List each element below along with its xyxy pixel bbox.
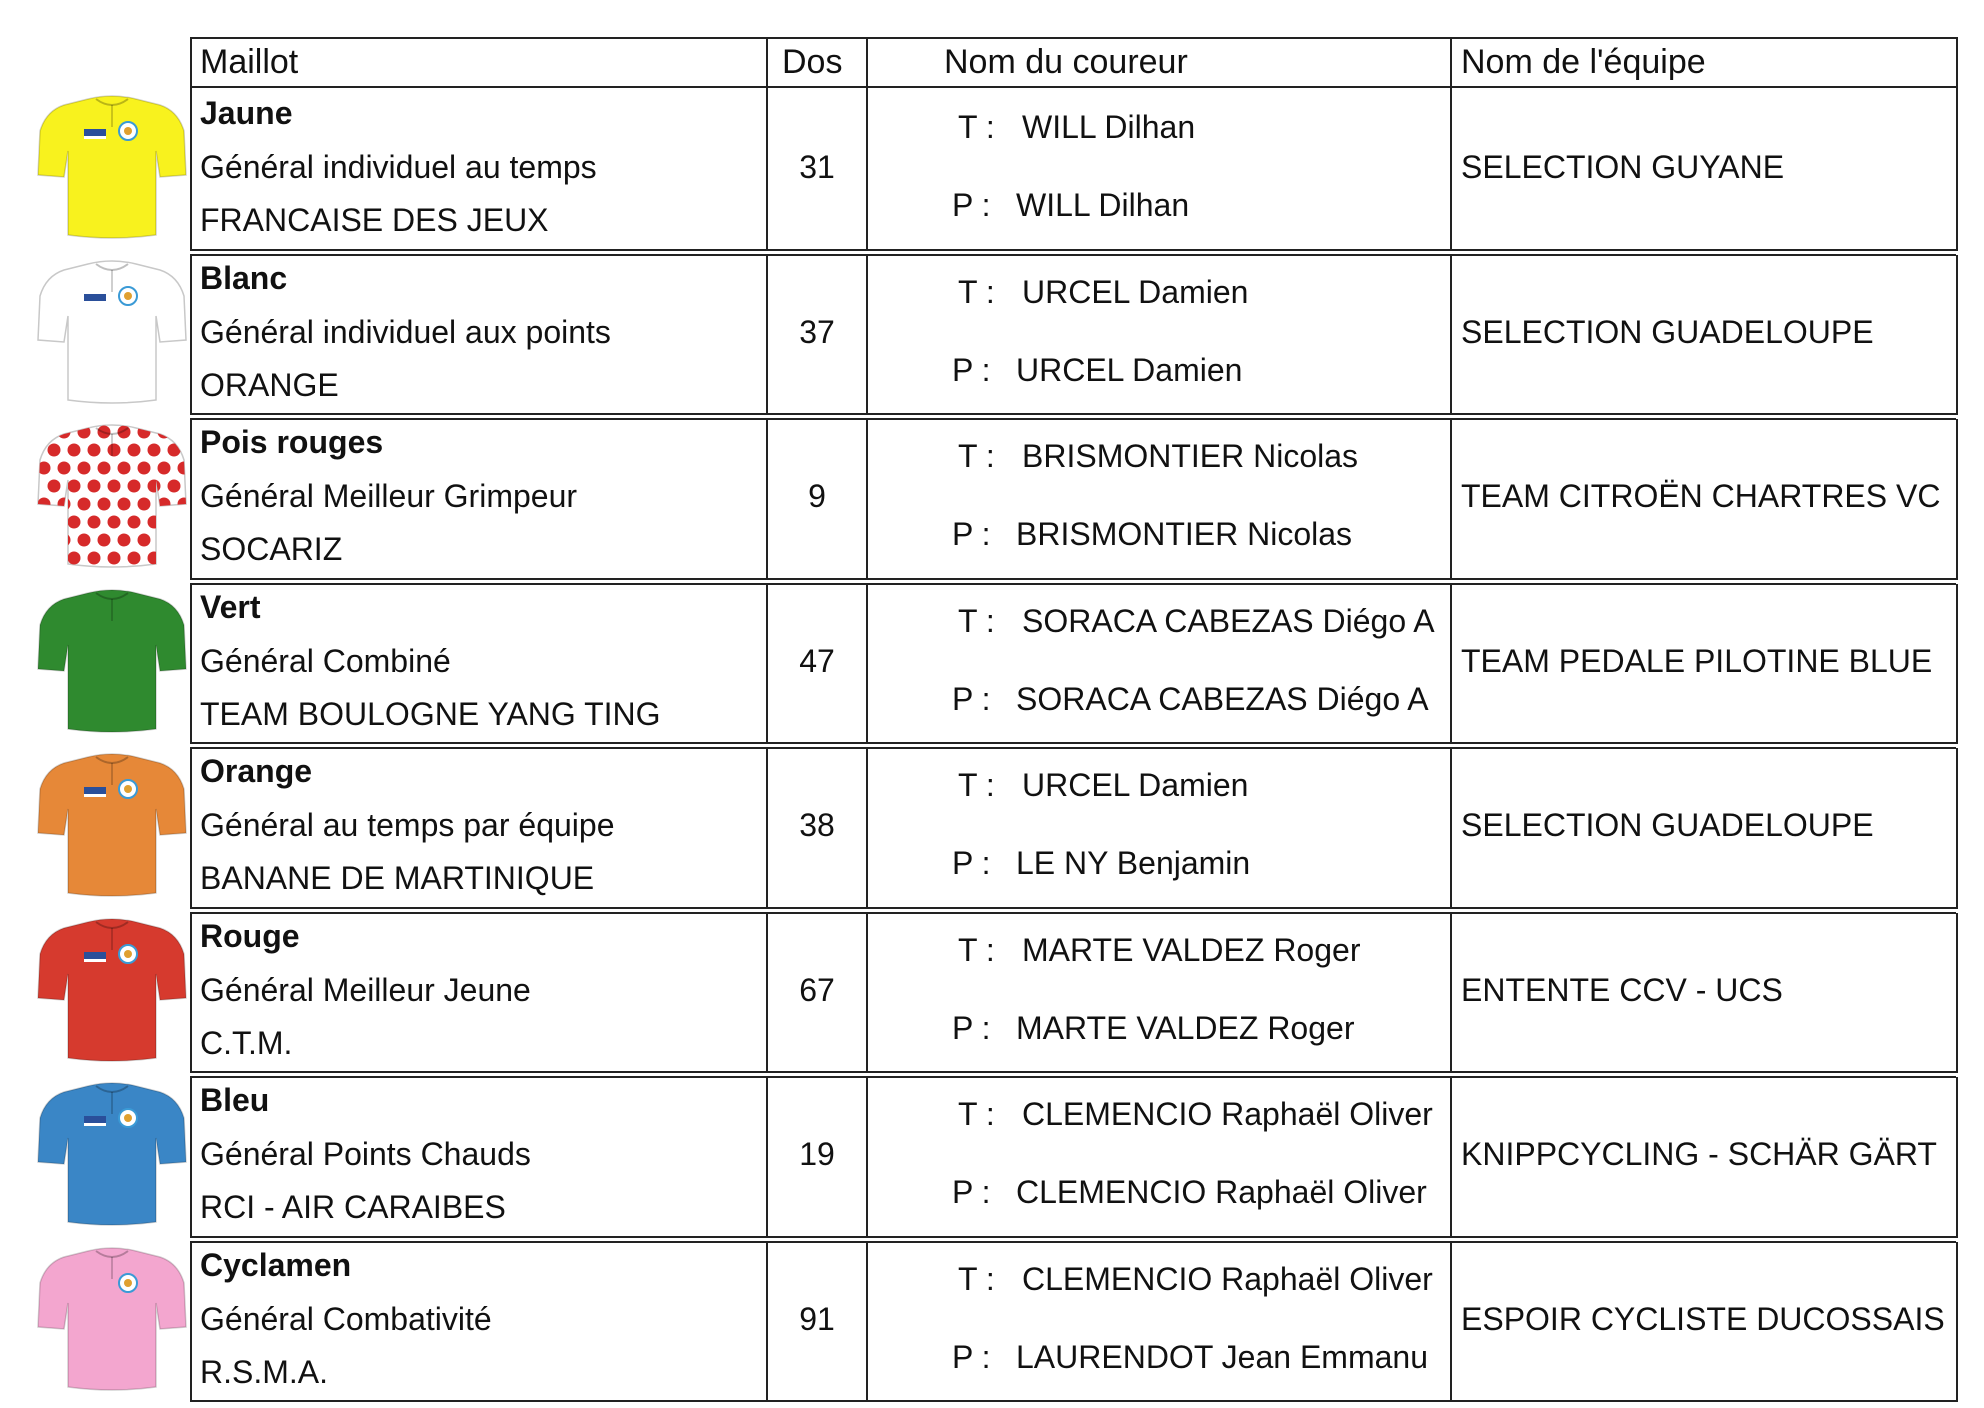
header-col-divider <box>1956 37 1958 86</box>
rider-p-prefix: P : <box>952 516 991 552</box>
row-top-border <box>190 912 1956 914</box>
jersey-sponsor: R.S.M.A. <box>200 1353 329 1390</box>
row-col-divider <box>190 1077 192 1238</box>
team-name: SELECTION GUADELOUPE <box>1461 313 1874 350</box>
jersey-name: Orange <box>200 753 313 789</box>
row-top-border <box>190 254 1956 256</box>
row-col-divider <box>1450 255 1452 416</box>
header-equipe: Nom de l'équipe <box>1461 43 1706 81</box>
bib-number: 19 <box>799 1136 835 1172</box>
rider-t-name: MARTE VALDEZ Roger <box>1022 931 1361 968</box>
rider-p-prefix: P : <box>952 351 991 388</box>
team-name: TEAM CITROËN CHARTRES VC <box>1461 478 1941 514</box>
jersey-sponsor: TEAM BOULOGNE YANG TING <box>200 695 661 732</box>
classification-name: Général au temps par équipe <box>200 807 615 843</box>
row-bottom-border <box>190 413 1956 415</box>
header-top-border <box>190 37 1956 39</box>
row-col-divider <box>190 748 192 909</box>
classification-name: Général individuel aux points <box>200 313 611 350</box>
row-col-divider <box>1450 584 1452 745</box>
jersey-name: Bleu <box>200 1082 270 1118</box>
rider-t-prefix: T : <box>958 602 995 639</box>
row-bottom-border <box>190 578 1956 580</box>
rider-p-prefix: P : <box>952 845 991 881</box>
row-top-border <box>190 747 1956 749</box>
team-name: ESPOIR CYCLISTE DUCOSSAIS <box>1461 1300 1945 1337</box>
jersey-icon <box>36 1243 188 1393</box>
row-col-divider <box>1450 86 1452 251</box>
row-col-divider <box>1450 419 1452 580</box>
jersey-name: Pois rouges <box>200 424 384 460</box>
rider-t-prefix: T : <box>958 1096 995 1132</box>
jersey-sponsor: BANANE DE MARTINIQUE <box>200 860 595 896</box>
rider-p-name: MARTE VALDEZ Roger <box>1016 1009 1355 1046</box>
row-col-divider <box>1450 748 1452 909</box>
rider-t-prefix: T : <box>958 767 995 803</box>
row-top-border <box>190 1241 1956 1243</box>
classification-name: Général Meilleur Grimpeur <box>200 478 578 514</box>
row-col-divider <box>1956 419 1958 580</box>
team-name: TEAM PEDALE PILOTINE BLUE <box>1461 642 1933 679</box>
team-name: SELECTION GUADELOUPE <box>1461 807 1874 843</box>
jersey-icon <box>36 1078 188 1228</box>
jersey-sponsor: SOCARIZ <box>200 531 343 567</box>
bib-number: 37 <box>799 313 835 350</box>
jersey-name: Cyclamen <box>200 1246 352 1283</box>
bib-number: 31 <box>799 149 835 185</box>
jersey-sponsor: RCI - AIR CARAIBES <box>200 1189 506 1225</box>
classification-name: Général individuel au temps <box>200 149 597 185</box>
jersey-name: Jaune <box>200 95 293 131</box>
row-col-divider <box>1956 1242 1958 1403</box>
bib-number: 91 <box>799 1300 835 1337</box>
classification-name: Général Combiné <box>200 642 451 679</box>
team-name: ENTENTE CCV - UCS <box>1461 971 1783 1008</box>
row-bottom-border <box>190 742 1956 744</box>
row-top-border <box>190 1076 1956 1078</box>
bib-number: 47 <box>799 642 835 679</box>
rider-t-name: CLEMENCIO Raphaël Oliver <box>1022 1096 1433 1132</box>
header-bottom-border <box>190 86 1956 88</box>
rider-t-name: URCEL Damien <box>1022 273 1249 310</box>
rider-t-name: WILL Dilhan <box>1022 109 1196 145</box>
rider-t-name: URCEL Damien <box>1022 767 1249 803</box>
header-dos: Dos <box>782 43 843 81</box>
bib-number: 9 <box>808 478 826 514</box>
jersey-name: Blanc <box>200 259 288 296</box>
team-name: KNIPPCYCLING - SCHÄR GÄRT <box>1461 1136 1937 1172</box>
bib-number: 67 <box>799 971 835 1008</box>
rider-p-name: BRISMONTIER Nicolas <box>1016 516 1353 552</box>
header-col-divider <box>866 37 868 86</box>
header-col-divider <box>766 37 768 86</box>
rider-p-name: LAURENDOT Jean Emmanu <box>1016 1338 1428 1375</box>
row-col-divider <box>1956 584 1958 745</box>
header-coureur: Nom du coureur <box>944 43 1188 81</box>
header-col-divider <box>190 37 192 86</box>
row-col-divider <box>190 584 192 745</box>
rider-t-prefix: T : <box>958 1260 995 1297</box>
jersey-sponsor: C.T.M. <box>200 1024 293 1061</box>
row-top-border <box>190 418 1956 420</box>
jersey-sponsor: FRANCAISE DES JEUX <box>200 202 549 238</box>
rider-p-name: LE NY Benjamin <box>1016 845 1251 881</box>
rider-p-prefix: P : <box>952 1338 991 1375</box>
row-col-divider <box>1956 86 1958 251</box>
classification-name: Général Points Chauds <box>200 1136 531 1172</box>
rider-p-prefix: P : <box>952 680 991 717</box>
row-bottom-border <box>190 1236 1956 1238</box>
rider-t-prefix: T : <box>958 438 995 474</box>
rider-t-prefix: T : <box>958 931 995 968</box>
row-col-divider <box>1956 255 1958 416</box>
jersey-icon <box>36 749 188 899</box>
rider-t-name: CLEMENCIO Raphaël Oliver <box>1022 1260 1433 1297</box>
row-bottom-border <box>190 1400 1956 1402</box>
rider-p-name: SORACA CABEZAS Diégo A <box>1016 680 1429 717</box>
rider-p-prefix: P : <box>952 1174 991 1210</box>
row-col-divider <box>1450 913 1452 1074</box>
row-top-border <box>190 583 1956 585</box>
row-col-divider <box>190 1242 192 1403</box>
row-col-divider <box>1450 1242 1452 1403</box>
rider-p-name: WILL Dilhan <box>1016 187 1190 223</box>
classification-name: Général Meilleur Jeune <box>200 971 531 1008</box>
classification-name: Général Combativité <box>200 1300 492 1337</box>
jersey-icon <box>36 914 188 1064</box>
row-col-divider <box>190 419 192 580</box>
rider-t-prefix: T : <box>958 273 995 310</box>
jersey-sponsor: ORANGE <box>200 366 339 403</box>
row-col-divider <box>1450 1077 1452 1238</box>
row-bottom-border <box>190 249 1956 251</box>
jersey-icon <box>36 256 188 406</box>
rider-t-name: BRISMONTIER Nicolas <box>1022 438 1359 474</box>
rider-p-prefix: P : <box>952 187 991 223</box>
jersey-name: Vert <box>200 588 261 625</box>
header-col-divider <box>1450 37 1452 86</box>
header-maillot: Maillot <box>200 43 299 81</box>
rider-t-name: SORACA CABEZAS Diégo A <box>1022 602 1435 639</box>
bib-number: 38 <box>799 807 835 843</box>
rider-p-prefix: P : <box>952 1009 991 1046</box>
row-col-divider <box>1956 1077 1958 1238</box>
row-col-divider <box>1956 913 1958 1074</box>
row-col-divider <box>190 86 192 251</box>
row-col-divider <box>190 255 192 416</box>
row-col-divider <box>190 913 192 1074</box>
rider-p-name: CLEMENCIO Raphaël Oliver <box>1016 1174 1427 1210</box>
jersey-icon <box>36 420 188 570</box>
row-bottom-border <box>190 907 1956 909</box>
jersey-icon <box>36 91 188 241</box>
rider-t-prefix: T : <box>958 109 995 145</box>
team-name: SELECTION GUYANE <box>1461 149 1785 185</box>
rider-p-name: URCEL Damien <box>1016 351 1243 388</box>
row-bottom-border <box>190 1071 1956 1073</box>
row-col-divider <box>1956 748 1958 909</box>
jersey-name: Rouge <box>200 917 300 954</box>
jersey-icon <box>36 585 188 735</box>
